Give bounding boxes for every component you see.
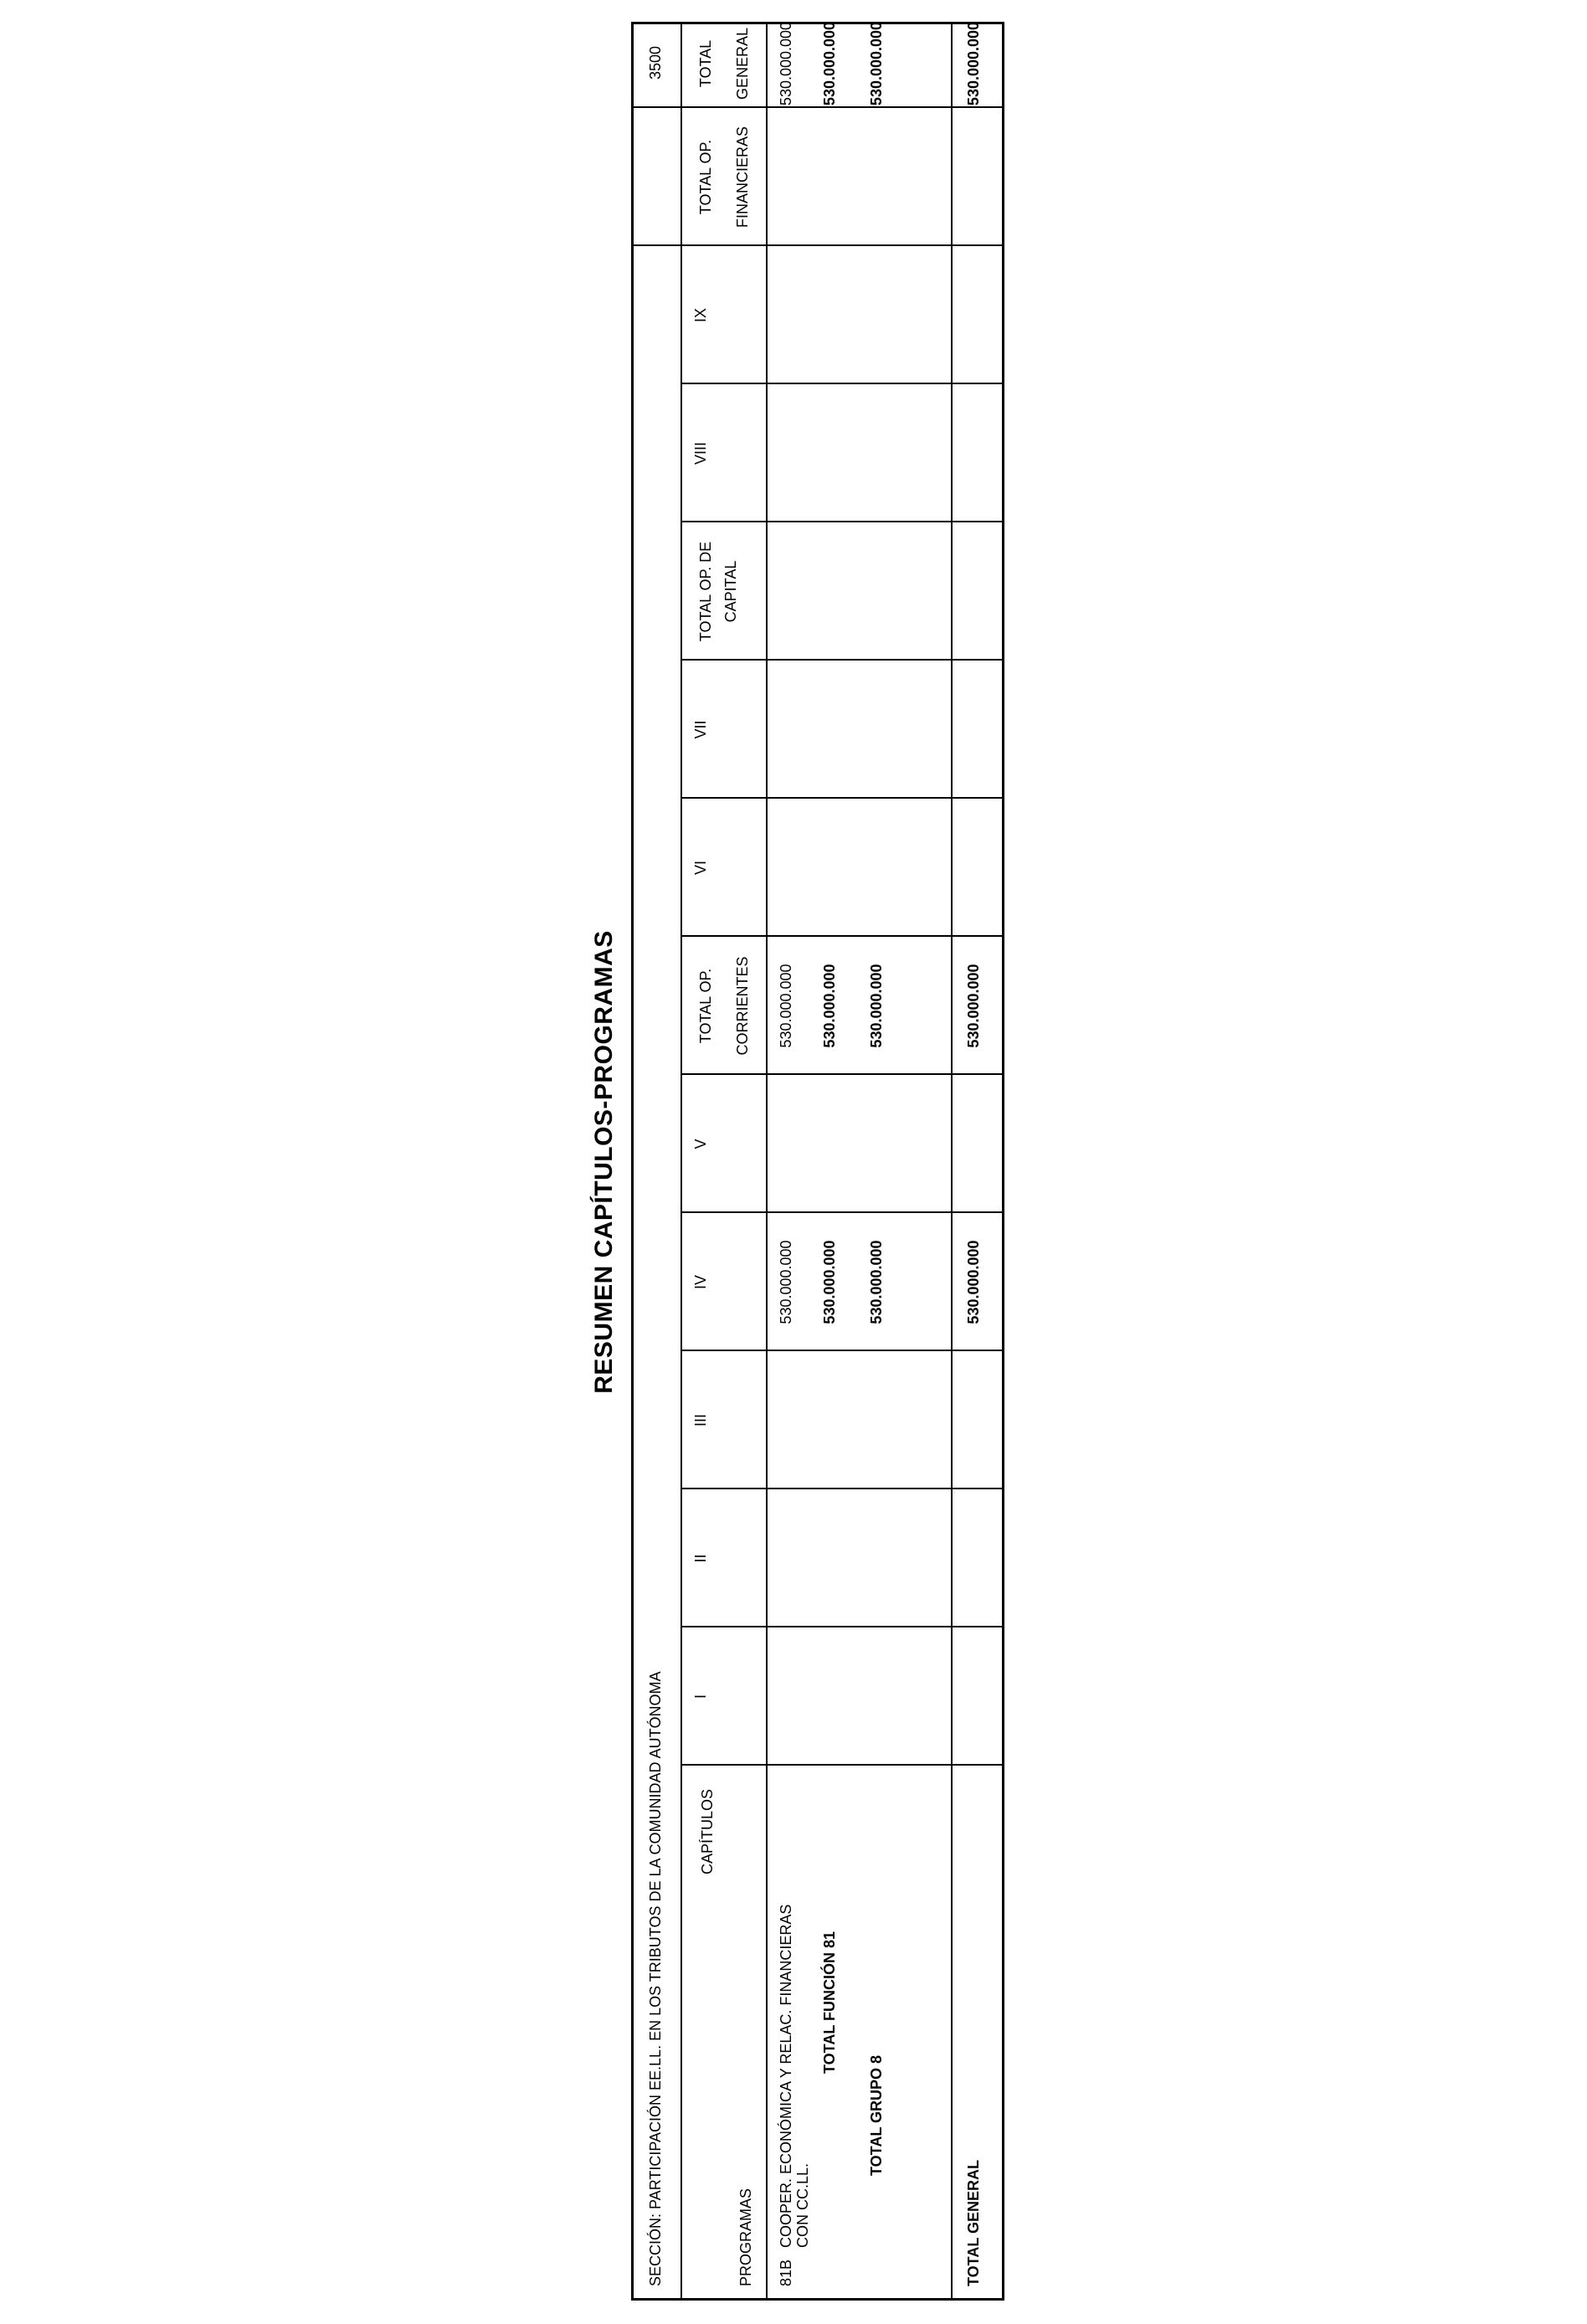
col-line — [681, 383, 1002, 384]
col-line — [681, 1764, 1002, 1766]
col-header-i: I — [692, 1694, 709, 1699]
funcion-iv-value: 530.000.000 — [821, 1240, 838, 1324]
general-iv-value: 530.000.000 — [965, 1240, 982, 1324]
grupo-total-corrientes-value: 530.000.000 — [868, 964, 885, 1048]
total-funcion-label: TOTAL FUNCIÓN 81 — [821, 1931, 838, 2074]
header-bottom-line — [766, 24, 768, 2298]
col-header-v: V — [692, 1139, 709, 1149]
general-total-general-value: 530.000.000 — [965, 21, 982, 106]
section-code: 3500 — [647, 46, 664, 80]
capitulos-label: CAPÍTULOS — [699, 1788, 716, 1874]
programas-label: PROGRAMAS — [737, 2188, 754, 2286]
col-header-total-general: TOTAL GENERAL — [697, 27, 751, 100]
program-total-general-value: 530.000.000 — [778, 21, 794, 106]
grupo-total-general-value: 530.000.000 — [868, 21, 885, 106]
program-iv-value: 530.000.000 — [778, 1240, 794, 1324]
grupo-iv-value: 530.000.000 — [868, 1240, 885, 1324]
total-grupo-label: TOTAL GRUPO 8 — [868, 2054, 885, 2176]
col-line — [681, 1488, 1002, 1489]
col-header-vii: VII — [692, 720, 709, 739]
total-general-top-line — [951, 24, 953, 2298]
col-line — [681, 1350, 1002, 1351]
col-header-total-capital: TOTAL OP. DE CAPITAL — [697, 541, 739, 642]
col-header-ix: IX — [692, 308, 709, 323]
program-total-corrientes-value: 530.000.000 — [778, 964, 794, 1048]
section-header-row — [634, 24, 682, 2298]
col-line — [681, 797, 1002, 799]
funcion-total-general-value: 530.000.000 — [821, 21, 838, 106]
col-header-viii: VIII — [692, 442, 709, 465]
summary-table — [631, 22, 1004, 2301]
col-header-total-corrientes: TOTAL OP. CORRIENTES — [697, 956, 751, 1056]
col-header-iv: IV — [692, 1275, 709, 1290]
col-header-ii: II — [692, 1554, 709, 1563]
funcion-total-corrientes-value: 530.000.000 — [821, 964, 838, 1048]
program-name-line1: COOPER. ECONÓMICA Y RELAC. FINANCIERAS — [778, 1904, 794, 2248]
col-header-total-financieras: TOTAL OP. FINANCIERAS — [697, 126, 751, 229]
col-header-iii: III — [692, 1414, 709, 1427]
document-title: RESUMEN CAPÍTULOS-PROGRAMAS — [590, 930, 618, 1394]
total-general-label: TOTAL GENERAL — [965, 2159, 982, 2286]
col-line — [634, 106, 1002, 108]
col-line — [681, 1626, 1002, 1627]
program-code: 81B — [778, 2259, 794, 2286]
general-total-corrientes-value: 530.000.000 — [965, 964, 982, 1048]
col-header-vi: VI — [692, 861, 709, 876]
col-line — [681, 1211, 1002, 1213]
section-label: SECCIÓN: PARTICIPACIÓN EE.LL. EN LOS TRIBUTOS DE LA COMUNIDAD AUTÓNOMA — [647, 1671, 664, 2286]
program-name-line2: CON CC.LL. — [794, 2162, 811, 2248]
